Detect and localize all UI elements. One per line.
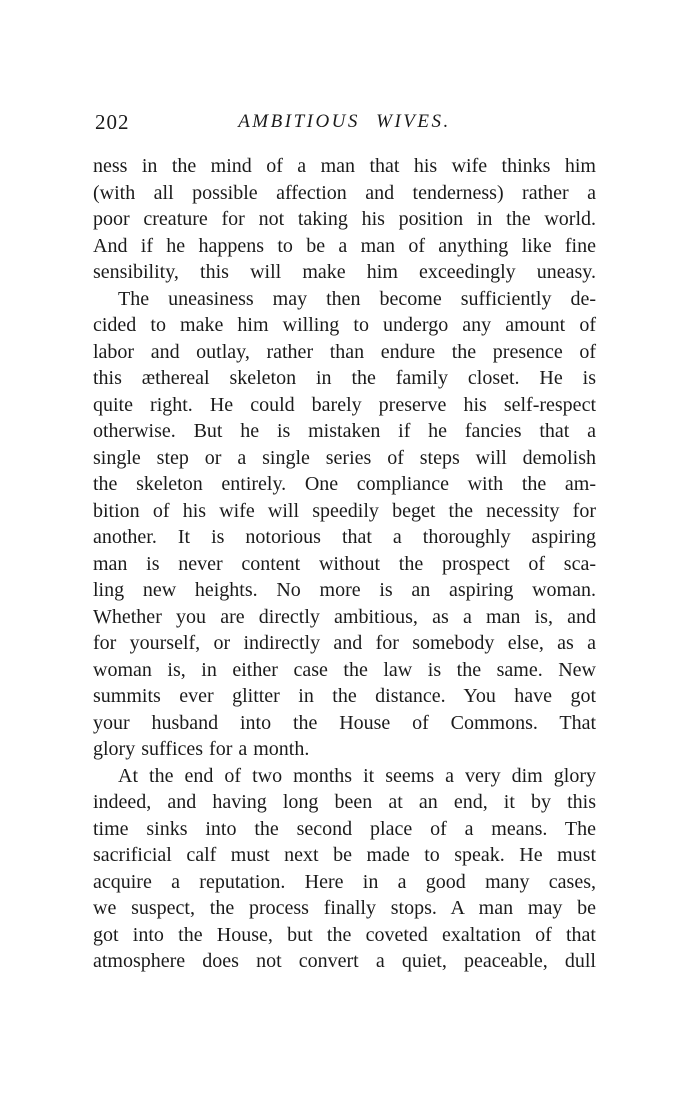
text-line: sacrificial calf must next be made to speak. He must	[93, 844, 596, 866]
text-line: cided to make him willing to undergo any amount of	[93, 314, 596, 336]
text-line: we suspect, the process finally stops. A man may be	[93, 897, 596, 919]
text-line: for yourself, or indirectly and for somebody else, as a	[93, 632, 596, 654]
text-line: single step or a single series of steps will demolish	[93, 446, 596, 469]
text-line: woman is, in either case the law is the same. New	[93, 658, 596, 681]
text-line: labor and outlay, rather than endure the presence of	[93, 340, 596, 363]
text-line: this æthereal skeleton in the family closet. He is	[93, 367, 596, 389]
paragraph	[93, 153, 596, 286]
text-line: glory suffices for a month.	[93, 738, 310, 760]
text-line: another. It is notorious that a thoroughly aspiring	[93, 526, 596, 548]
text-line: sensibility, this will make him exceedingly uneasy.	[93, 261, 596, 283]
text-line: summits ever glitter in the distance. You have got	[93, 685, 596, 707]
text-line: bition of his wife will speedily beget the necessity for	[93, 499, 596, 522]
text-line: otherwise. But he is mistaken if he fancies that a	[93, 420, 596, 442]
text-line: The uneasiness may then become sufficiently de-	[118, 287, 596, 310]
text-column	[93, 110, 596, 975]
text-line: acquire a reputation. Here in a good many cases,	[93, 870, 596, 893]
paragraph	[93, 763, 596, 975]
text-line: (with all possible affection and tenderness) rather a	[93, 181, 596, 204]
text-line: At the end of two months it seems a very dim glory	[118, 764, 596, 787]
text-line: your husband into the House of Commons. That	[93, 711, 596, 734]
page-number: 202	[95, 110, 130, 134]
paragraph	[93, 286, 596, 763]
text-line: ling new heights. No more is an aspiring woman.	[93, 579, 596, 601]
text-line: indeed, and having long been at an end, it by this	[93, 791, 596, 813]
text-line: quite right. He could barely preserve his self-respect	[93, 393, 596, 416]
page-header	[93, 110, 596, 136]
text-line: Whether you are directly ambitious, as a man is, and	[93, 605, 596, 628]
text-line: time sinks into the second place of a means. The	[93, 817, 596, 840]
text-line: And if he happens to be a man of anything like fine	[93, 234, 596, 257]
text-line: ness in the mind of a man that his wife thinks him	[93, 155, 596, 177]
text-line: poor creature for not taking his position in the world.	[93, 208, 596, 230]
page-body	[93, 153, 596, 975]
text-line: man is never content without the prospect of sca-	[93, 552, 596, 575]
text-line: the skeleton entirely. One compliance with the am-	[93, 473, 596, 495]
running-title: AMBITIOUS WIVES.	[238, 111, 451, 132]
text-line: got into the House, but the coveted exaltation of that	[93, 923, 596, 946]
text-line: atmosphere does not convert a quiet, peaceable, dull	[93, 950, 596, 972]
